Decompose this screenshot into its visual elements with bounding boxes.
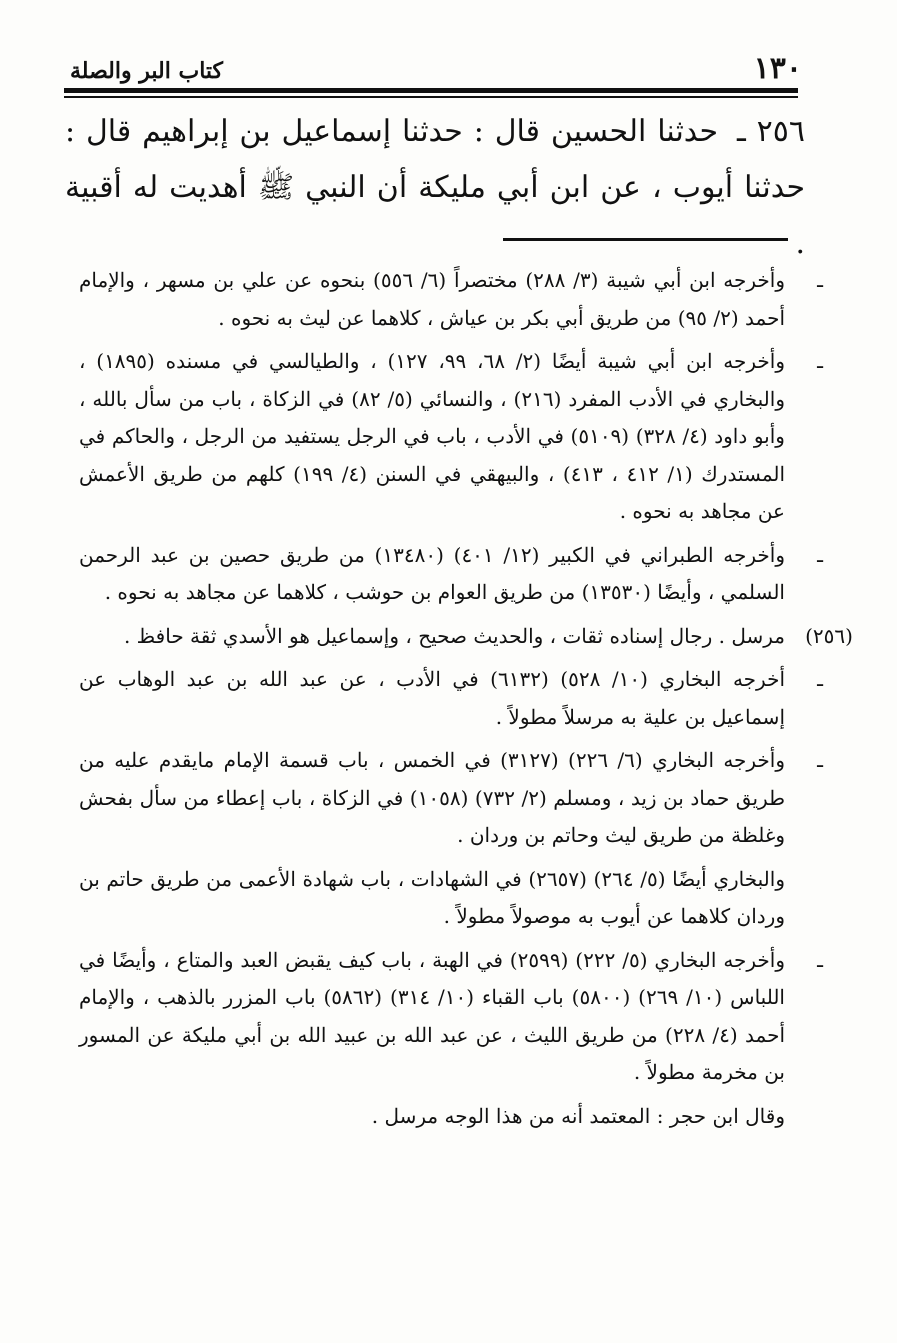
footnote-text: وأخرجه البخاري (٦/ ٢٢٦) (٣١٢٧) في الخمس ، باب قسمة الإمام مايقدم عليه من طريق حماد بن زيد ، ومسلم (٢/ ٧٣٢) (١٠٥٨) في الزكاة ، باب إعطاء من سأل بفحش وغلظة من طريق ليث وحاتم بن وردان .	[79, 748, 786, 847]
footnote-item	[79, 661, 823, 736]
footnote-continuation	[79, 1098, 785, 1136]
footnote-text: وأخرجه الطبراني في الكبير (١٢/ ٤٠١) (١٣٤٨٠) من طريق حصين بن عبد الرحمن السلمي ، وأيضًا (١٣٥٣٠) من طريق العوام بن حوشب ، كلاهما عن مجاهد به نحوه .	[79, 542, 785, 604]
footnote-dash: ـ	[817, 667, 823, 691]
page-number: ١٣٠	[753, 51, 802, 86]
footnote-item	[79, 343, 823, 531]
hadith-number: ٢٥٦ ـ	[736, 114, 805, 149]
footnote-item	[79, 262, 823, 337]
footnote-dash: ـ	[817, 542, 823, 567]
footnote-text: وأخرجه ابن أبي شيبة (٣/ ٢٨٨) مختصراً (٦/ ٥٥٦) بنحوه عن علي بن مسهر ، والإمام أحمد (٢/ ٩٥) من طريق أبي بكر بن عياش ، كلاهما عن ليث به نحوه .	[79, 268, 785, 330]
footnote-number: (٢٥٦)	[805, 623, 853, 648]
running-title: كتاب البر والصلة	[70, 58, 224, 84]
footnote-text: والبخاري أيضًا (٥/ ٢٦٤) (٢٦٥٧) في الشهادات ، باب شهادة الأعمى من طريق حاتم بن وردان كلاهما عن أيوب به موصولاً مطولاً .	[79, 866, 785, 928]
footnote-item	[79, 742, 823, 855]
footnote-dash: ـ	[817, 947, 823, 972]
footnote-text: مرسل . رجال إسناده ثقات ، والحديث صحيح ، وإسماعيل هو الأسدي ثقة حافظ .	[123, 623, 785, 648]
footnote-item	[79, 537, 823, 612]
header-rule-thin	[64, 96, 798, 98]
footnote-text: وأخرجه البخاري (٥/ ٢٢٢) (٢٥٩٩) في الهبة ، باب كيف يقبض العبد والمتاع ، وأيضًا في اللباس (١٠/ ٢٦٩) (٥٨٠٠) باب القباء (١٠/ ٣١٤) (٥٨٦٢) باب المزرر بالذهب ، والإمام أحمد (٤/ ٢٢٨) من طريق الليث ، عن عبد الله بن عبيد الله بن أبي مليكة عن المسور بن مخرمة مطولاً .	[79, 947, 786, 1084]
footnote-dash: ـ	[817, 748, 823, 772]
footnote-continuation	[79, 861, 785, 936]
hadith-text-block	[65, 104, 805, 272]
footnote-text: وأخرجه ابن أبي شيبة أيضًا (٢/ ٦٨، ٩٩، ١٢٧) ، والطيالسي في مسنده (١٨٩٥) ، والبخاري في الأدب المفرد (٢١٦) ، والنسائي (٥/ ٨٢) في الزكاة ، باب من سأل بالله ، وأبو داود (٤/ ٣٢٨) (٥١٠٩) في الأدب ، باب في الرجل يستفيد من الرجل ، والحاكم في المستدرك (١/ ٤١٢ ، ٤١٣) ، والبيهقي في السنن (٤/ ١٩٩) كلهم من طريق الأعمش عن مجاهد به نحوه .	[79, 349, 786, 523]
footnote-text: أخرجه البخاري (١٠/ ٥٢٨) (٦١٣٢) في الأدب ، عن عبد الله بن عبد الوهاب عن إسماعيل بن علية به مرسلاً مطولاً .	[79, 667, 786, 729]
footnote-dash: ـ	[817, 349, 823, 373]
page-header	[64, 52, 802, 86]
hadith-text: حدثنا الحسين قال : حدثنا إسماعيل بن إبراهيم قال : حدثنا أيوب ، عن ابن أبي مليكة أن النبي ﷺ أهديت له أقبية .	[65, 114, 805, 261]
footnote-item-numbered	[79, 618, 853, 656]
footnote-text: وقال ابن حجر : المعتمد أنه من هذا الوجه مرسل .	[371, 1103, 785, 1128]
footnote-dash: ـ	[817, 268, 823, 292]
header-rule-thick	[64, 88, 798, 93]
footnote-separator	[503, 238, 788, 241]
footnotes	[79, 262, 853, 1135]
footnote-item	[79, 942, 823, 1092]
